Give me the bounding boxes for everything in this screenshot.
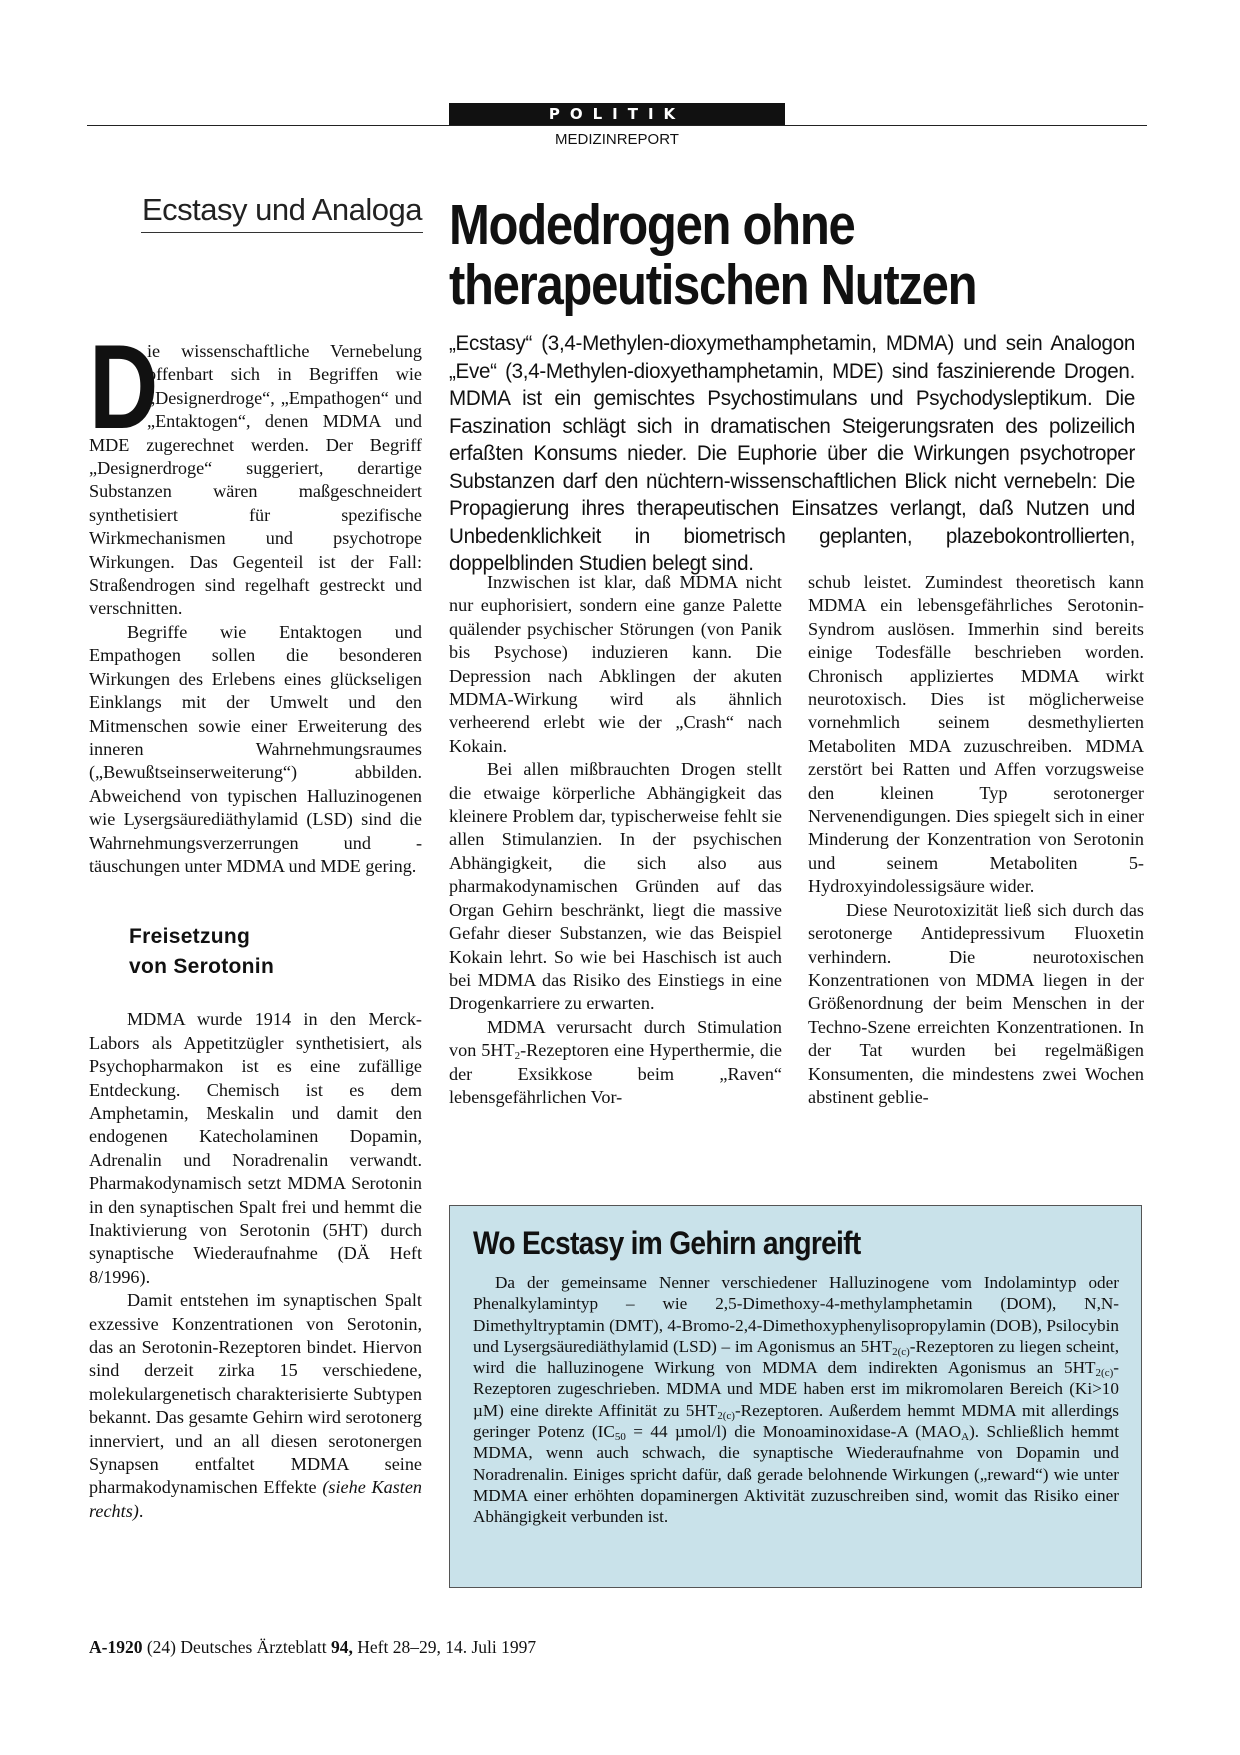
subscript: 50 (614, 1431, 626, 1444)
paragraph-4-text: Damit entstehen im synaptischen Spalt exzessive Konzentrationen von Serotonin, das an Serotonin-Rezeptoren bindet. Hiervon sind derzeit zirka 15 verschiedene, molekulargenetisch charakterisierte Subtypen bekannt. Das gesamte Gehirn wird serotonerg innerviert, und an all diesen serotonergen Synapsen entfaltet MDMA seine pharmakodynamischen Effekte (89, 1290, 423, 1498)
subscript: 2 (514, 1050, 521, 1063)
header-rule (87, 125, 1147, 126)
paragraph-8: schub leistet. Zumindest theoretisch kann MDMA ein lebensgefährliches Serotonin-Syndrom auslösen. Immerhin sind bereits einige Todesfälle beschrieben worden. Chronisch appliziertes MDMA wirkt neurotoxisch. Dies ist möglicherweise vornehmlich seinem desmethylierten Metaboliten MDA zuzuschreiben. MDMA zerstört bei Ratten und Affen vorzugsweise den kleinen Typ serotonerger Nervenendigungen. Dies spiegelt sich in einer Minderung der Konzentration von Serotonin und seinem Metaboliten 5-Hydroxyindolessigsäure wider. (808, 572, 1144, 897)
journal-name: (24) Deutsches Ärzteblatt (146, 1637, 327, 1657)
paragraph-6: Bei allen mißbrauchten Drogen stellt die etwaige körperliche Abhängigkeit das kleinere Problem dar, typischerweise fehlt sie allen Stimulanzien. In der psychischen Abhängigkeit, die sich also aus pharmakodynamischen Gründen auf das Organ Gehirn beschränkt, liegt die massive Gefahr dieser Substanzen, wie das Beispiel Kokain lehrt. So wie bei Haschisch ist auch bei MDMA das Risiko des Einstiegs in eine Drogenkarriere zu erwarten. (449, 759, 782, 1014)
box-text-5: = 44 µmol/l) die Monoaminoxidase-A (MAO (625, 1422, 962, 1442)
paragraph-9: Diese Neurotoxizität ließ sich durch das serotonerge Antidepressivum Fluoxetin verhindern. Die neurotoxischen Konzentrationen von MDMA liegen in der Größenordnung der beim Menschen in der Techno-Szene erreichten Konzentrationen. In der Tat wurden bei regelmäßigen Konsumenten, die mindestens zwei Wochen abstinent geblie- (808, 899, 1144, 1107)
column-3 (808, 571, 1144, 1109)
page-footer (89, 1637, 536, 1658)
headline-line-1: Modedrogen ohne (449, 193, 855, 257)
subscript: 2(c) (1095, 1367, 1114, 1380)
page-number: A-1920 (89, 1637, 143, 1657)
box-text-6: ). Schließlich hemmt MDMA, wenn auch schwach, die synaptische Wiederaufnahme von Dopamin und Noradrenalin. Einiges spricht dafür, daß gerade belohnende Wirkungen („reward“) wie unter MDMA einer erhöhten dopaminergen Aktivität zuzuschreiben sind, womit das Risiko einer Abhängigkeit verbunden ist. (473, 1422, 1119, 1527)
subscript: 2(c) (717, 1409, 735, 1422)
paragraph-7-text-a: MDMA verursacht durch Stimulation von 5HT (449, 1016, 782, 1061)
column-2 (449, 571, 782, 1109)
subscript: 2(c) (892, 1345, 910, 1358)
paragraph-4-end: . (138, 1500, 144, 1521)
box-text-2: -Rezeptoren zu liegen scheint, wird die halluzinogene Wirkung von MDMA dem indirekten Agonismus an 5HT (473, 1336, 1119, 1378)
paragraph-1-text: ie wissenschaftliche Vernebelung offenbart sich in Begriffen wie „Designerdroge“, „Empathogen“ und „Entaktogen“, denen MDMA und MDE zugerechnet werden. Der Begriff „Designerdroge“ suggeriert, derartige Substanzen wären maßgeschneidert synthetisiert für spezifische Wirkmechanismen und psychotrope Wirkungen. Das Gegenteil ist der Fall: Straßendrogen sind regelhaft gestreckt und verschnitten. (89, 341, 422, 619)
box-reference: (siehe Kasten rechts) (89, 1477, 423, 1521)
subheading (129, 922, 422, 982)
kicker-rule (141, 232, 423, 233)
article-lead: „Ecstasy“ (3,4-Methylen-dioxymethamphetamin, MDMA) und sein Analogon „Eve“ (3,4-Methylen-dioxyethamphetamin, MDE) sind faszinierende Drogen. MDMA ist ein gemischtes Psychostimulans und Psychodysleptikum. Die Faszination schlägt sich in dramatischen Steigerungsraten des polizeilich erfaßten Konsums nieder. Die Euphorie über die Wirkungen psychotroper Substanzen darf den nüchtern-wissenschaftlichen Blick nicht vernebeln: Die Propagierung ihres therapeutischen Einsatzes verlangt, daß Nutzen und Unbedenklichkeit in biometrisch geplanten, plazebokontrollierten, doppelblinden Studien belegt sind. (449, 332, 1135, 575)
paragraph-7-text-b: -Rezeptoren eine Hyperthermie, die der Exsikkose beim „Raven“ lebensgefährlichen Vor- (449, 1040, 782, 1107)
volume: 94, (331, 1637, 353, 1657)
subscript: A (961, 1431, 970, 1444)
paragraph-4 (89, 1289, 422, 1523)
box-text-1: Da der gemeinsame Nenner verschiedener Halluzinogene vom Indolamintyp oder Phenalkylamintyp – wie 2,5-Dimethoxy-4-methylamphetamin (DOM), N,N-Dimethyltryptamin (DMT), 4-Bromo-2,4-Dimethoxyphenylisopropylamin (DOB), Psilocybin und Lysergsäurediäthylamid (LSD) – im Agonismus an 5HT (473, 1273, 1119, 1356)
info-box-text (473, 1272, 1119, 1528)
info-box-title: Wo Ecstasy im Gehirn angreift (473, 1225, 861, 1261)
paragraph-3: MDMA wurde 1914 in den Merck-Labors als Appetitzügler synthetisiert, als Psychopharmakon ist es eine zufällige Entdeckung. Chemisch ist es dem Amphetamin, Meskalin und damit den endogenen Katecholaminen Dopamin, Adrenalin und Noradrenalin verwandt. Pharmakodynamisch setzt MDMA Serotonin in den synaptischen Spalt frei und hemmt die Inaktivierung von Serotonin (5HT) durch synaptische Wiederaufnahme (DÄ Heft 8/1996). (89, 1009, 422, 1287)
subheading-line-1: Freisetzung (129, 925, 251, 949)
paragraph-5: Inzwischen ist klar, daß MDMA nicht nur euphorisiert, sondern eine ganze Palette quälender psychischer Störungen (von Panik bis Psychose) induzieren kann. Die Depression nach Abklingen der akuten MDMA-Wirkung wird als ähnlich verheerend erlebt wie der „Crash“ nach Kokain. (449, 572, 782, 756)
subsection-label: MEDIZINREPORT (555, 131, 679, 148)
box-text-3: -Rezeptoren zugeschrieben. MDMA und MDE haben erst im mikromolaren Bereich (Ki>10 µM) eine direkte Affinität zu 5HT (473, 1358, 1119, 1420)
article-headline (449, 195, 1068, 315)
paragraph-1 (89, 320, 422, 621)
drop-cap: D (89, 320, 159, 454)
section-label: POLITIK (449, 103, 785, 125)
issue-date: Heft 28–29, 14. Juli 1997 (357, 1637, 537, 1657)
column-1 (89, 320, 423, 1523)
headline-line-2: therapeutischen Nutzen (449, 253, 977, 317)
info-box (449, 1205, 1142, 1588)
paragraph-2: Begriffe wie Entaktogen und Empathogen sollen die besonderen Wirkungen des Erlebens eines glückseligen Einklangs mit der Umwelt und den Mitmenschen sowie einer Erweiterung des inneren Wahrnehmungsraumes („Bewußtseinserweiterung“) abbilden. Abweichend von typischen Halluzinogenen wie Lysergsäurediäthylamid (LSD) sind die Wahrnehmungsverzerrungen und -täuschungen unter MDMA und MDE gering. (89, 621, 422, 876)
box-text-4: -Rezeptoren. Außerdem hemmt MDMA mit allerdings geringer Potenz (IC (473, 1400, 1119, 1442)
subheading-line-2: von Serotonin (129, 955, 275, 979)
article-kicker: Ecstasy und Analoga (141, 192, 422, 227)
paragraph-7 (449, 1016, 782, 1110)
